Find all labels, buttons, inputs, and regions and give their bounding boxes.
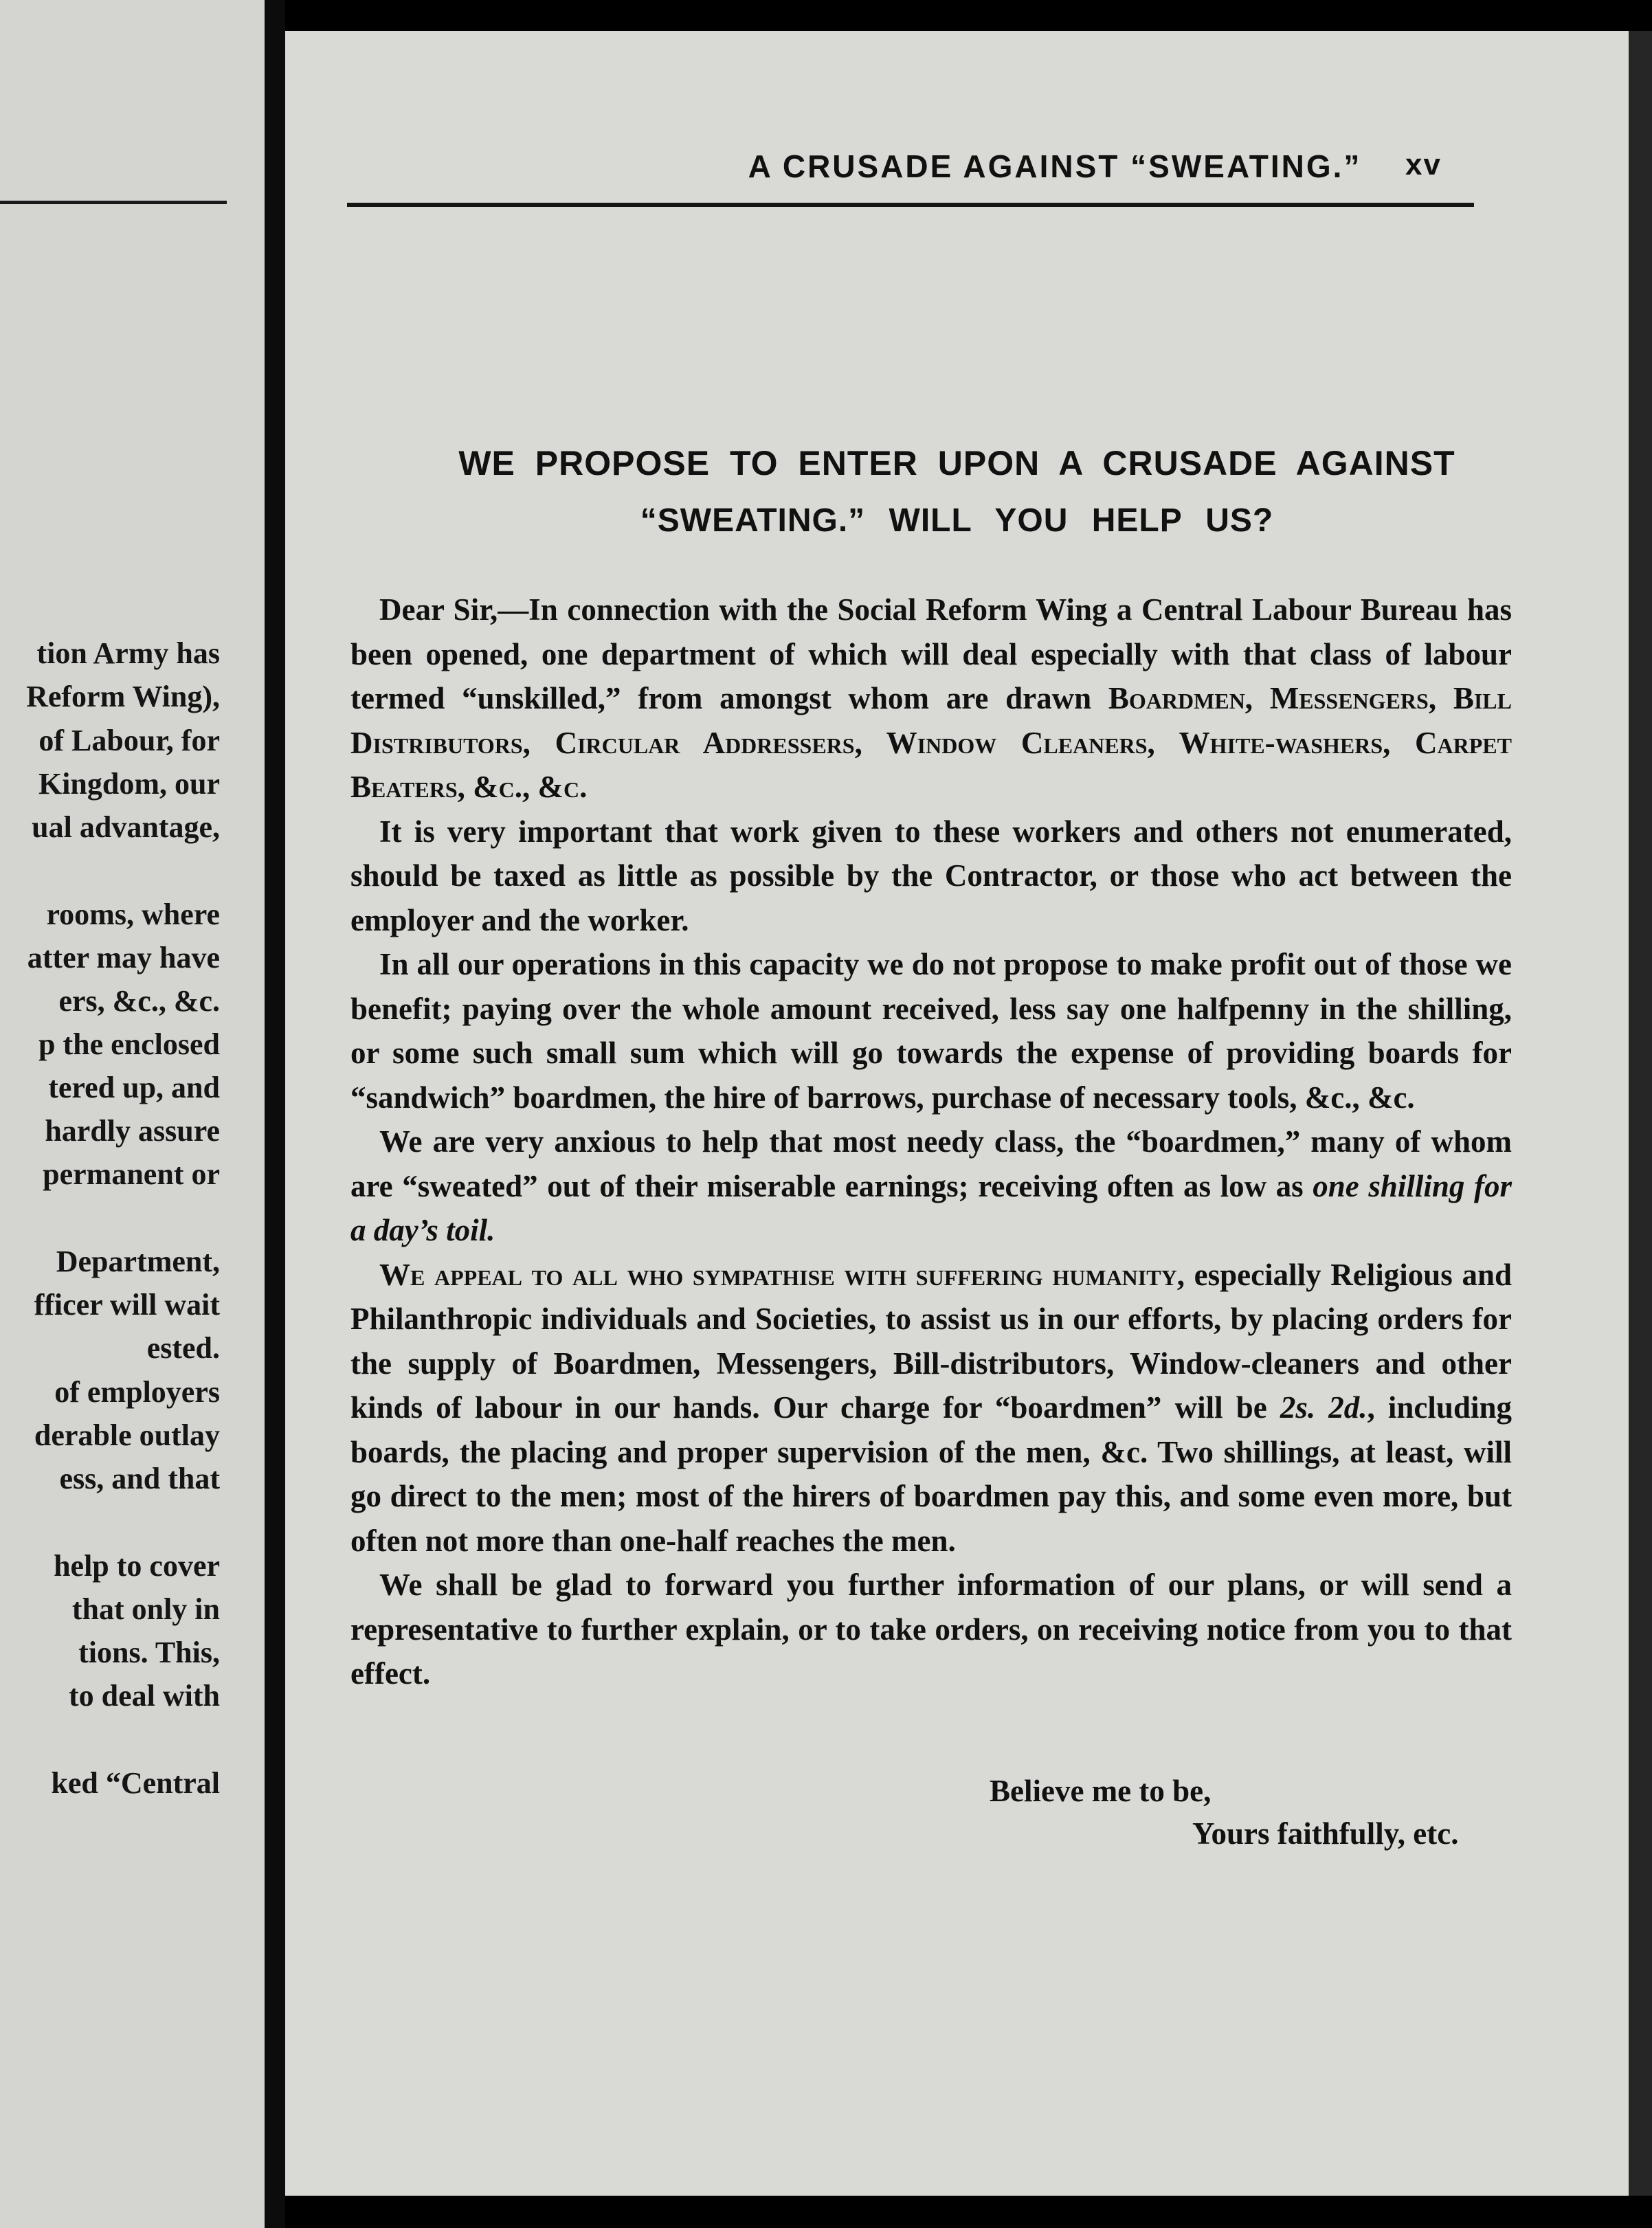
header-rule bbox=[347, 203, 1474, 207]
paragraph-2: It is very important that work given to these workers and others not enumerated, should be taxed as little as possible by the Contractor, or those who act between the employer and the worker. bbox=[350, 814, 1512, 937]
facing-page-line: ers, &c., &c. bbox=[58, 984, 220, 1018]
facing-page-line: tion Army has bbox=[36, 636, 220, 670]
appeal-caps: We appeal to all who sympathise with suffering humanity, bbox=[379, 1257, 1185, 1292]
paragraph-5-text-a: especially Religious and Philanthropic individuals and Societies, to assist us in our efforts, by placing orders for the supply of Boardmen, Messengers, Bill-distributors, Window-cleaners and other kinds of labour in our hands. Our charge for “boardmen” will be bbox=[350, 1257, 1512, 1425]
facing-page-line: ual advantage, bbox=[32, 810, 220, 844]
facing-page-line: ested. bbox=[146, 1331, 220, 1365]
price-shillings: 2s. bbox=[1280, 1390, 1329, 1425]
closing-signature: Yours faithfully, etc. bbox=[1192, 1816, 1459, 1851]
paragraph-1 bbox=[350, 588, 1512, 810]
facing-page-line: fficer will wait bbox=[34, 1288, 220, 1322]
paragraph-5-text-b: , including boards, the placing and proper supervision of the men, &c. Two shillings, at least, will go direct to the men; most of the hirers of boardmen pay this, and some even more, but often not more than one-half reaches the men. bbox=[350, 1390, 1512, 1558]
facing-page-line: that only in bbox=[71, 1592, 220, 1626]
facing-page-line: help to cover bbox=[54, 1549, 220, 1583]
paragraph-5 bbox=[350, 1253, 1512, 1563]
facing-page-fragment bbox=[0, 0, 265, 2228]
labour-types-list: Boardmen, Messengers, Bill Distributors, Circular Addressers, Window Cleaners, White-washers, Carpet Beaters, &c., &c. bbox=[350, 681, 1512, 804]
facing-page-line: permanent or bbox=[43, 1157, 220, 1191]
heading-line-1: WE PROPOSE TO ENTER UPON A CRUSADE AGAINST bbox=[458, 444, 1455, 482]
book-gutter bbox=[265, 0, 285, 2228]
page-edge bbox=[1629, 31, 1652, 2196]
facing-page-line: to deal with bbox=[69, 1679, 220, 1713]
running-title: A CRUSADE AGAINST “SWEATING.” bbox=[748, 148, 1362, 184]
paragraph-3: In all our operations in this capacity we do not propose to make profit out of those we benefit; paying over the whole amount received, less say one halfpenny in the shilling, or some such small sum which will go towards the expense of providing boards for “sandwich” boardmen, the hire of barrows, purchase of necessary tools, &c., &c. bbox=[350, 947, 1512, 1115]
facing-page-line: ked “Central bbox=[51, 1766, 220, 1800]
facing-page-header-rule bbox=[0, 201, 227, 204]
page-number: xv bbox=[1405, 148, 1442, 181]
paragraph-4 bbox=[350, 1119, 1512, 1253]
price-pence: 2d. bbox=[1328, 1390, 1368, 1425]
paragraph-1-intro: Dear Sir,—In connection with the Social Reform Wing a Central Labour Bureau has been opened, one department of which will deal especially with that class of labour termed “unskilled,” from amongst whom are drawn bbox=[350, 592, 1512, 715]
facing-page-line: ess, and that bbox=[59, 1462, 220, 1495]
facing-page-line: Kingdom, our bbox=[38, 767, 220, 801]
heading-line-2: “SWEATING.” WILL YOU HELP US? bbox=[640, 502, 1274, 539]
paragraph-6: We shall be glad to forward you further information of our plans, or will send a representative to further explain, or to take orders, on receiving notice from you to that effect. bbox=[350, 1568, 1512, 1691]
page bbox=[285, 31, 1629, 2196]
facing-page-line: Reform Wing), bbox=[26, 680, 220, 713]
facing-page-line: atter may have bbox=[27, 941, 220, 974]
letter-body bbox=[350, 588, 1512, 1696]
facing-page-line: rooms, where bbox=[46, 898, 220, 931]
facing-page-line: Department, bbox=[56, 1245, 220, 1278]
facing-page-line: tered up, and bbox=[48, 1071, 220, 1104]
facing-page-line: of employers bbox=[54, 1375, 220, 1409]
paragraph-4-text: We are very anxious to help that most needy class, the “boardmen,” many of whom are “sweated” out of their miserable earnings; receiving often as low as bbox=[350, 1124, 1512, 1203]
facing-page-line: of Labour, for bbox=[38, 724, 220, 757]
facing-page-line: hardly assure bbox=[45, 1114, 220, 1148]
italic-phrase: one shilling for a day’s toil. bbox=[350, 1168, 1512, 1247]
facing-page-line: p the enclosed bbox=[38, 1027, 220, 1061]
closing-line-1: Believe me to be, bbox=[990, 1774, 1212, 1808]
facing-page-line: tions. This, bbox=[78, 1636, 220, 1669]
facing-page-line: derable outlay bbox=[34, 1418, 220, 1452]
